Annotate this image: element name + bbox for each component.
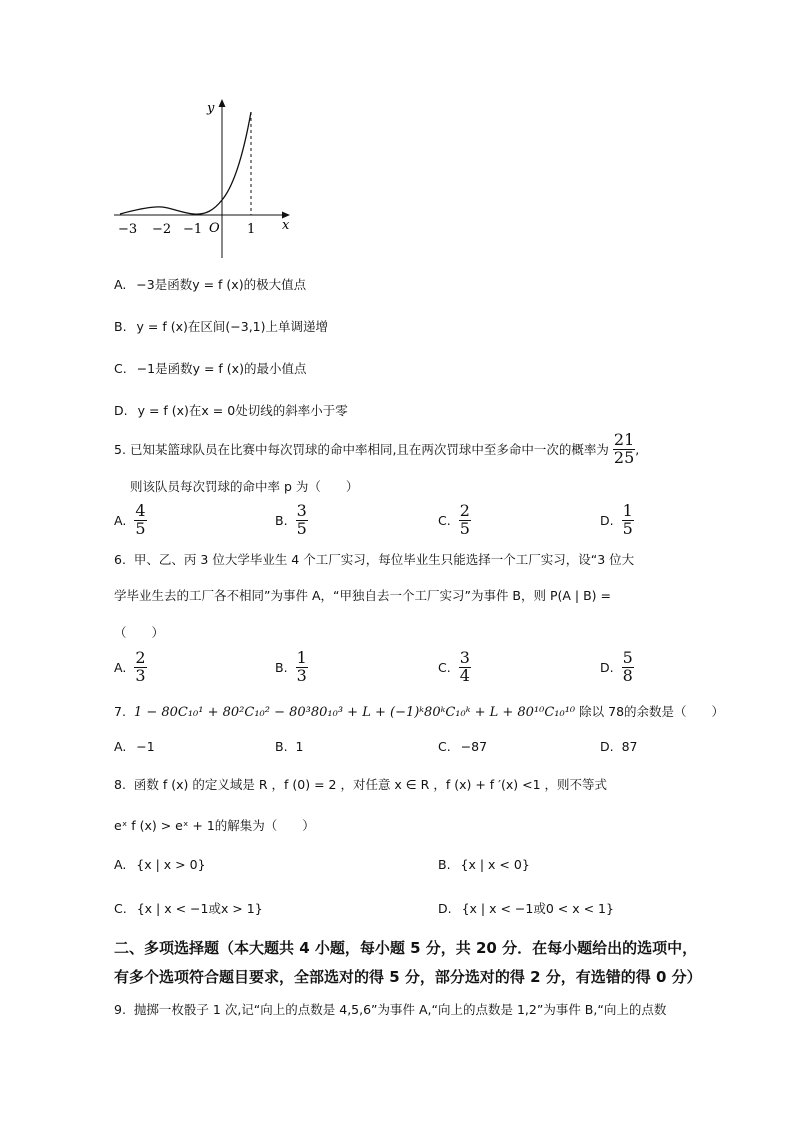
option-label: C. — [114, 361, 127, 376]
option-label: D. — [438, 901, 452, 916]
q8-option-d — [438, 899, 614, 917]
question-text: 学毕业生去的工厂各不相同”为事件 A，“甲独自去一个工厂实习”为事件 B，则 P(A | B) = — [114, 588, 611, 603]
fraction-denominator: 3 — [296, 665, 307, 685]
q6-option-b — [275, 650, 308, 685]
q5-option-d — [600, 503, 634, 538]
tick-label-neg1: −1 — [183, 222, 203, 237]
q6-stem-line3 — [114, 623, 164, 641]
q7-option-b — [275, 739, 304, 754]
option-label: D. — [600, 739, 614, 754]
function-curve — [120, 112, 251, 214]
q8-option-a — [114, 857, 206, 872]
stem-tail: , — [635, 441, 640, 457]
fraction-denominator: 3 — [135, 665, 146, 685]
q9-stem — [114, 1000, 666, 1018]
section-heading-line1: 二、多项选择题（本大题共 4 小题，每小题 5 分，共 20 分．在每小题给出的选项中， — [114, 939, 698, 957]
q5-stem-line2 — [130, 477, 358, 495]
q4-option-c — [114, 359, 306, 377]
q6-option-c — [438, 650, 471, 685]
q7-option-a — [114, 739, 155, 754]
option-label: B. — [114, 319, 127, 334]
q4-option-d — [114, 401, 348, 419]
fraction-denominator: 5 — [135, 518, 146, 538]
tick-label-neg3: −3 — [118, 222, 138, 237]
option-fraction — [459, 503, 471, 538]
option-text: {x | x < −1或x > 1} — [136, 901, 263, 916]
option-text: 87 — [621, 739, 638, 754]
option-text: −3是函数y = f (x)的极大值点 — [136, 277, 307, 292]
option-fraction — [134, 503, 146, 538]
option-label: A. — [114, 857, 127, 872]
question-text: 抛掷一枚骰子 1 次,记“向上的点数是 4,5,6”为事件 A,“向上的点数是 1,2”为事件 B,“向上的点数 — [133, 1002, 667, 1017]
option-fraction — [622, 650, 634, 685]
option-label: B. — [438, 857, 451, 872]
option-label: C. — [438, 659, 451, 675]
q5-stem-line1 — [114, 432, 639, 467]
fraction-denominator: 25 — [613, 447, 635, 467]
question-text: 函数 f (x) 的定义域是 R ，f (0) = 2 ，对任意 x ∈ R ，f (x) + f ′(x) <1 ，则不等式 — [133, 777, 608, 792]
q4-option-a — [114, 275, 306, 293]
fraction-numerator: 4 — [135, 501, 146, 520]
option-label: A. — [114, 512, 127, 528]
tick-label-neg2: −2 — [152, 222, 172, 237]
option-label: D. — [600, 512, 614, 528]
option-label: D. — [600, 659, 614, 675]
option-text: y = f (x)在x = 0处切线的斜率小于零 — [137, 403, 348, 418]
fraction-numerator: 1 — [622, 501, 633, 520]
option-fraction — [296, 503, 308, 538]
question-number: 6. — [114, 552, 126, 567]
fraction-numerator: 2 — [459, 501, 470, 520]
question-text: 甲、乙、丙 3 位大学毕业生 4 个工厂实习，每位毕业生只能选择一个工厂实习，设“3 位大 — [133, 552, 635, 567]
q6-option-d — [600, 650, 634, 685]
q8-stem-line1 — [114, 775, 607, 793]
option-label: B. — [275, 659, 288, 675]
option-text: 1 — [295, 739, 304, 754]
fraction-denominator: 5 — [296, 518, 307, 538]
question-number: 8. — [114, 777, 126, 792]
fraction-denominator: 4 — [459, 665, 470, 685]
fraction-numerator: 3 — [459, 648, 470, 667]
q6-stem-line2 — [114, 586, 611, 604]
fraction-numerator: 3 — [296, 501, 307, 520]
answer-bracket: （ ） — [114, 625, 165, 640]
question-text: 已知某篮球队员在比赛中每次罚球的命中率相同,且在两次罚球中至多命中一次的概率为 — [129, 442, 609, 458]
question-text: 除以 78的余数是（ ） — [579, 704, 725, 719]
fraction-denominator: 5 — [459, 518, 470, 538]
x-axis-label: x — [282, 218, 290, 233]
origin-label: O — [209, 221, 220, 236]
option-text: y = f (x)在区间(−3,1)上单调递增 — [136, 319, 328, 334]
binomial-expression: 1 − 80C₁₀¹ + 80²C₁₀² − 80³80₁₀³ + L + (−1)ᵏ80ᵏC₁₀ᵏ + L + 80¹⁰C₁₀¹⁰ — [133, 705, 576, 720]
q8-stem-line2 — [114, 816, 315, 834]
q6-option-a — [114, 650, 147, 685]
tick-label-1: 1 — [247, 222, 256, 237]
option-fraction — [296, 650, 308, 685]
fraction-denominator: 8 — [622, 665, 633, 685]
question-text: 则该队员每次罚球的命中率 p 为（ ） — [130, 479, 359, 494]
option-label: A. — [114, 739, 127, 754]
option-fraction — [134, 650, 146, 685]
q7-option-d — [600, 739, 638, 754]
q7-stem — [114, 702, 724, 720]
question-number: 7. — [114, 704, 126, 719]
option-label: C. — [438, 512, 451, 528]
question-number: 9. — [114, 1002, 126, 1017]
q8-option-c — [114, 899, 263, 917]
option-label: B. — [275, 512, 288, 528]
fraction-numerator: 21 — [613, 430, 635, 449]
option-text: {x | x > 0} — [136, 857, 206, 872]
option-label: C. — [438, 739, 451, 754]
q5-option-b — [275, 503, 308, 538]
probability-fraction — [613, 432, 635, 467]
option-fraction — [459, 650, 471, 685]
section-heading-line2: 有多个选项符合题目要求，全部选对的得 5 分，部分选对的得 2 分，有选错的得 0 分） — [114, 968, 702, 986]
fraction-denominator: 5 — [622, 518, 633, 538]
question-text: eˣ f (x) > eˣ + 1的解集为（ ） — [114, 818, 315, 833]
option-text: −1是函数y = f (x)的最小值点 — [136, 361, 307, 376]
function-graph — [110, 92, 310, 267]
option-text: −87 — [460, 739, 488, 754]
q5-option-c — [438, 503, 471, 538]
option-text: {x | x < 0} — [460, 857, 530, 872]
fraction-numerator: 1 — [296, 648, 307, 667]
option-label: C. — [114, 901, 127, 916]
option-label: B. — [275, 739, 288, 754]
y-axis-label: y — [207, 101, 215, 116]
option-label: A. — [114, 659, 127, 675]
q8-option-b — [438, 857, 530, 872]
option-text: −1 — [136, 739, 155, 754]
fraction-numerator: 2 — [135, 648, 146, 667]
option-text: {x | x < −1或0 < x < 1} — [461, 901, 614, 916]
q7-option-c — [438, 739, 487, 754]
option-label: D. — [114, 403, 128, 418]
option-fraction — [622, 503, 634, 538]
q4-option-b — [114, 317, 328, 335]
y-axis-arrow — [219, 99, 226, 107]
q6-stem-line1 — [114, 550, 634, 568]
question-number: 5. — [114, 441, 126, 457]
fraction-numerator: 5 — [622, 648, 633, 667]
option-label: A. — [114, 277, 127, 292]
q5-option-a — [114, 503, 147, 538]
